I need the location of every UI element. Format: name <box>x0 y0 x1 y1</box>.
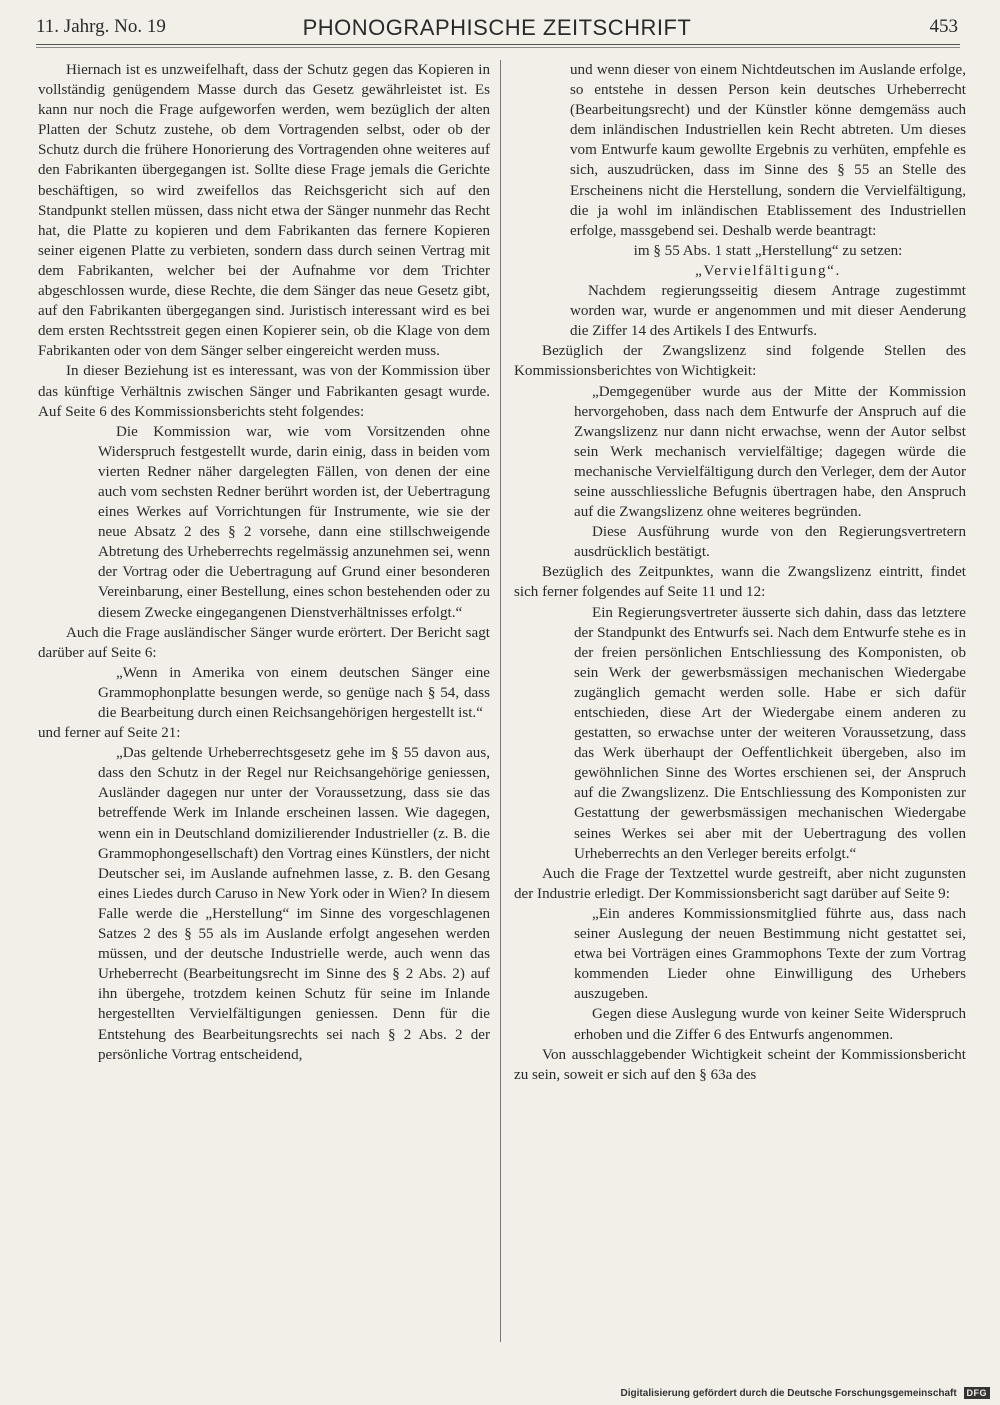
paragraph: Auch die Frage ausländischer Sänger wurde erörtert. Der Bericht sagt darüber auf Seite 6: <box>38 624 490 661</box>
quotation <box>98 663 490 723</box>
quotation <box>574 904 966 1045</box>
header-rule-thin <box>36 47 960 48</box>
quotation-continued <box>570 60 966 341</box>
page-header <box>36 16 958 44</box>
quote-paragraph: „Wenn in Amerika von einem deutschen Sänger eine Grammophonplatte besungen werde, so genüge nach § 54, dass die Bearbeitung durch einen Reichsangehörigen hergestellt ist.“ <box>98 664 490 721</box>
right-column <box>514 60 966 1350</box>
paragraph: Bezüglich des Zeitpunktes, wann die Zwangslizenz eintritt, findet sich ferner folgendes auf Seite 11 und 12: <box>514 564 966 601</box>
quote-line: „Vervielfältigung“. <box>695 262 841 279</box>
paragraph: Bezüglich der Zwangslizenz sind folgende Stellen des Kommissionsberichtes von Wichtigkeit: <box>514 343 966 380</box>
digitization-credit <box>621 1387 990 1399</box>
paragraph: und ferner auf Seite 21: <box>38 725 181 742</box>
paragraph: Auch die Frage der Textzettel wurde gestreift, aber nicht zugunsten der Industrie erledigt. Der Kommissionsbericht sagt darüber auf Seite 9: <box>514 865 966 902</box>
quote-paragraph: Nachdem regierungsseitig diesem Antrage zugestimmt worden war, wurde er angenommen und mit dieser Aenderung die Ziffer 14 des Artikels I des Entwurfs. <box>570 283 966 340</box>
quotation <box>574 603 966 864</box>
quote-paragraph: und wenn dieser von einem Nichtdeutschen im Auslande erfolge, so entstehe in dessen Person kein deutsches Urheberrecht (Bearbeitungsrecht) und der Künstler könne demgemäss auch dem inländischen Industriellen kein Recht abtreten. Um dieses vom Entwurfe kaum gewollte Ergebnis zu verhüten, empfehle es sich, auszudrücken, dass im Sinne des § 55 an Stelle des Erscheinens nicht die Herstellung, sondern die Vervielfältigung, die ja wohl im inländischen Etablissement des Industriellen erfolge, massgebend sei. Deshalb werde beantragt: <box>570 62 966 239</box>
paragraph: In dieser Beziehung ist es interessant, was von der Kommission über das künftige Verhältnis zwischen Sänger und Fabrikanten gesagt wurde. Auf Seite 6 des Kommissionsberichts steht folgendes: <box>38 363 490 420</box>
quote-paragraph: Diese Ausführung wurde von den Regierungsvertretern ausdrücklich bestätigt. <box>574 524 966 561</box>
quote-paragraph: Ein Regierungsvertreter äusserte sich dahin, dass das letztere der Standpunkt des Entwurfs sei. Nach dem Entwurfe stehe es in der freien persönlichen Entschliessung des Komponisten, ob sein Werk der gewerbsmässigen mechanischen Wiedergabe zugänglich gemacht werden solle. Habe er sich dafür entschieden, diese Art der Wiedergabe einem anderen zu gestatten, so erwachse unter der weiteren Voraussetzung, dass das Werk überhaupt der Oeffentlichkeit übergeben, also im gewöhnlichen Sinne des Wortes erschienen sei, der Anspruch auf die Zwangslizenz. Die Entschliessung des Komponisten zur Gestattung der gewerbsmässigen mechanischen Wiedergabe seines Werkes sei aber mit der Uebertragung des vollen Urheberrechts an den Verleger bereits erfolgt.“ <box>574 604 966 862</box>
page-number: 453 <box>929 16 958 37</box>
quotation <box>98 422 490 623</box>
dfg-logo: DFG <box>964 1387 991 1399</box>
quote-paragraph: Die Kommission war, wie vom Vorsitzenden ohne Widerspruch festgestellt wurde, darin einig, dass in beiden vom vierten Redner näher dargelegten Fällen, von denen der eine auch vom sechsten Redner berührt worden ist, der Uebertragung eines Werkes auf Vorrichtungen für Instrumente, wie sie der neue Absatz 2 des § 2 vorsehe, dann eine stillschweigende Abtretung des Urheberrechts regelmässig anzunehmen sei, wenn der Vortrag oder die Uebertragung auf Grund einer besonderen Vereinbarung, einer Bestellung, eines schon bestehenden oder zu diesem Zwecke eingegangenen Dienstverhältnisses erfolgt.“ <box>98 423 490 621</box>
quote-paragraph: „Ein anderes Kommissionsmitglied führte aus, dass nach seiner Auslegung der neuen Bestimmung nicht gestattet sei, etwa bei Vorträgen eines Grammophons Texte der zum Vortrag kommenden Lieder ohne Einwilligung des Urhebers auszugeben. <box>574 905 966 1003</box>
credit-text: Digitalisierung gefördert durch die Deutsche Forschungsgemeinschaft <box>620 1388 957 1399</box>
quotation <box>574 382 966 563</box>
column-divider <box>500 60 501 1342</box>
paragraph: Hiernach ist es unzweifelhaft, dass der Schutz gegen das Kopieren in vollständig genügendem Masse durch das Gesetz gewährleistet ist. Es kann nur noch die Frage aufgeworfen werden, wem bezüglich der alten Platten der Schutz zustehe, ob dem Vortragenden selbst, oder ob der Schutz durch die frühere Honorierung des Vortragenden ohne weiteres auf den Fabrikanten übergegangen ist. Sollte diese Frage jemals die Gerichte beschäftigen, so wird zweifellos das Reichsgericht sich auf den Standpunkt stellen müssen, dass nicht etwa der Sänger nunmehr das Recht hat, die Platte zu kopieren und dem Fabrikanten das fernere Kopieren seiner eigenen Platte zu verbieten, sondern dass durch seinen Vertrag mit dem Fabrikanten, welcher bei der Aufnahme vor dem Trichter abgeschlossen wurde, diese Rechte, die dem Sänger das neue Gesetz gibt, auf den Fabrikanten übergegangen sind. Juristisch interessant wird es bei dem ersten Rechtsstreit gegen einen Kopierer sein, ob die Klage von dem Fabrikanten oder von dem Sänger selber eingereicht werden muss. <box>38 62 490 360</box>
quote-paragraph: Gegen diese Auslegung wurde von keiner Seite Widerspruch erhoben und die Ziffer 6 des Entwurfs angenommen. <box>574 1006 966 1043</box>
paragraph: Von ausschlaggebender Wichtigkeit scheint der Kommissionsbericht zu sein, soweit er sich auf den § 63a des <box>514 1046 966 1083</box>
quote-paragraph: „Das geltende Urheberrechtsgesetz gehe im § 55 davon aus, dass den Schutz in der Regel nur Reichsangehörige geniessen, Ausländer dagegen nur unter der Voraussetzung, dass sie das betreffende Werk im Inlande erscheinen lassen. Wie dagegen, wenn ein in Deutschland domizilierender Industrieller (z. B. die Grammophongesellschaft) den Vortrag eines Künstlers, der nicht Deutscher sei, im Auslande aufnehmen lasse, z. B. den Gesang eines Liedes durch Caruso in New York oder in Wien? In diesem Falle werde die „Herstellung“ im Sinne des vorgeschlagenen Satzes 2 des § 55 als im Auslande erfolgt angesehen werden müssen, und der deutsche Industrielle werde, auch wenn das Urheberrecht (Bearbeitungsrecht im Sinne des § 2 Abs. 2) auf ihn übergehe, trotzdem keinen Schutz für seine im Inlande hergestellten Vervielfältigungen geniessen. Denn für die Entstehung des Bearbeitungsrechts sei nach § 2 Abs. 2 der persönliche Vortrag entscheidend, <box>98 745 490 1063</box>
quote-line: im § 55 Abs. 1 statt „Herstellung“ zu setzen: <box>633 242 903 259</box>
quotation <box>98 743 490 1065</box>
issue-info: 11. Jahrg. No. 19 <box>36 16 166 37</box>
left-column <box>38 60 490 1350</box>
header-rule <box>36 44 960 45</box>
quote-paragraph: „Demgegenüber wurde aus der Mitte der Kommission hervorgehoben, dass nach dem Entwurfe der Anspruch auf die Zwangslizenz nur dann nicht erwachse, wenn der Autor selbst sein Werk mechanisch vervielfältige; dagegen würde die mechanische Vervielfältigung durch den Verleger, dem der Autor seine ausschliessliche Befugnis übertragen habe, den Anspruch auf die Zwangslizenz ohne weiteres begründen. <box>574 383 966 521</box>
journal-title: PHONOGRAPHISCHE ZEITSCHRIFT <box>302 15 692 40</box>
